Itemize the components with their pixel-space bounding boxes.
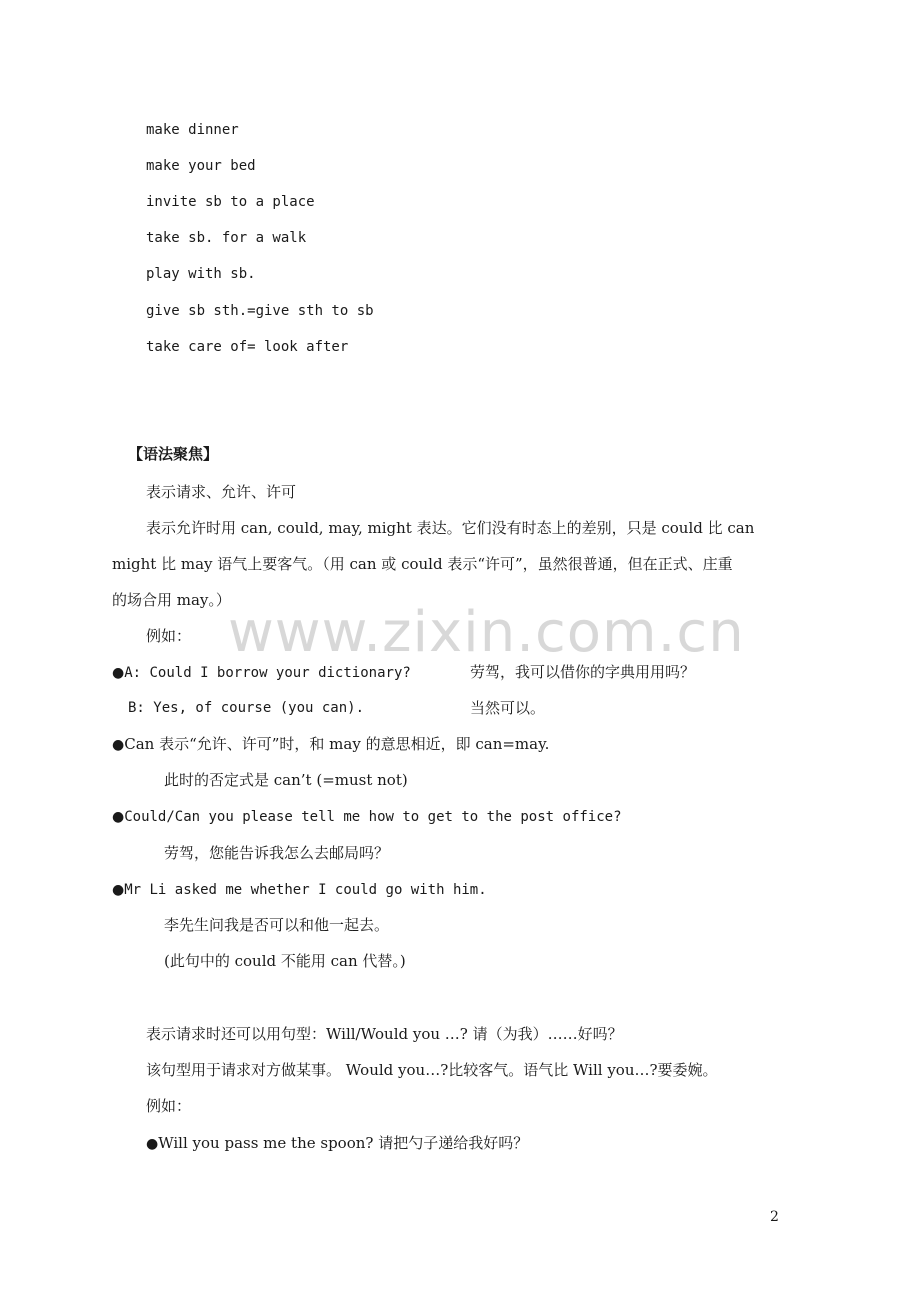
section-heading: 【语法聚焦】 — [128, 445, 219, 463]
example-english: Mr Li asked me whether I could go with him. — [124, 882, 487, 898]
bullet: ● — [112, 737, 125, 753]
example-5 — [146, 1133, 528, 1154]
paragraph-line: might 比 may 语气上要客气。（用 can 或 could 表示“许可”，虽然很普通，但在正式、庄重 — [112, 555, 733, 573]
example-english: A: Could I borrow your dictionary? — [124, 665, 411, 681]
bullet: ● — [112, 665, 125, 681]
example-translation: 劳驾，我可以借你的字典用用吗？ — [470, 663, 696, 681]
example-4 — [112, 879, 487, 900]
paragraph-line: 表示允许时用 can, could, may, might 表达。它们没有时态上的差别，只是 could 比 can — [146, 519, 755, 537]
example-note: (此句中的 could 不能用 can 代替。) — [164, 952, 406, 970]
example-english: B: Yes, of course (you can). — [128, 700, 365, 716]
example-label: 例如： — [146, 627, 192, 645]
phrase-item: give sb sth.=give sth to sb — [146, 303, 374, 319]
bullet: ● — [146, 1136, 159, 1152]
bullet: ● — [112, 809, 125, 825]
watermark: www.zixin.com.cn — [228, 600, 745, 665]
example-translation: 劳驾，您能告诉我怎么去邮局吗？ — [164, 844, 390, 862]
example-note: 此时的否定式是 can’t (=must not) — [164, 771, 408, 789]
phrase-item: take sb. for a walk — [146, 230, 307, 246]
example-english: Could/Can you please tell me how to get to the post office? — [124, 809, 622, 825]
bullet: ● — [112, 882, 125, 898]
phrase-item: play with sb. — [146, 266, 256, 282]
paragraph-line: 的场合用 may。） — [112, 591, 231, 609]
phrase-item: make your bed — [146, 158, 256, 174]
example-translation: 当然可以。 — [470, 699, 546, 717]
request-pattern: 表示请求时还可以用句型：Will/Would you …? 请（为我）……好吗？ — [146, 1025, 623, 1043]
phrase-item: take care of= look after — [146, 339, 349, 355]
phrase-item: make dinner — [146, 122, 239, 138]
example-text: Will you pass me the spoon? 请把勺子递给我好吗？ — [158, 1134, 529, 1152]
example-translation: 李先生问我是否可以和他一起去。 — [164, 916, 390, 934]
example-label: 例如： — [146, 1097, 192, 1115]
example-1 — [112, 662, 411, 683]
page-number: 2 — [770, 1209, 779, 1225]
example-3 — [112, 806, 622, 827]
section-subtitle: 表示请求、允许、许可 — [146, 483, 297, 501]
phrase-item: invite sb to a place — [146, 194, 315, 210]
request-explanation: 该句型用于请求对方做某事。 Would you…?比较客气。语气比 Will you…?要委婉。 — [146, 1061, 718, 1079]
example-text: Can 表示“允许、许可”时，和 may 的意思相近，即 can=may. — [124, 735, 550, 753]
example-2 — [112, 734, 549, 755]
